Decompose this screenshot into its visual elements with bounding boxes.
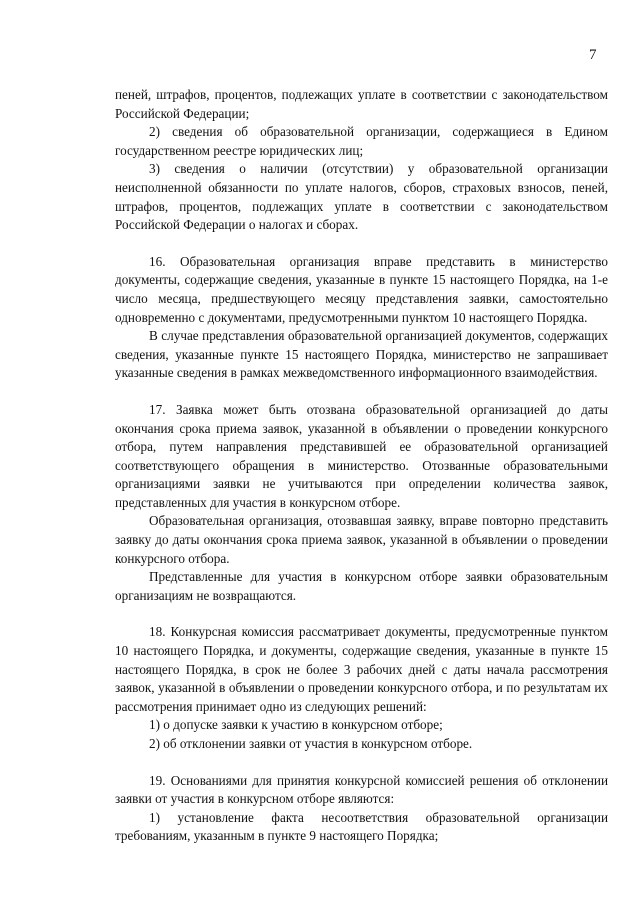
document-body bbox=[115, 86, 608, 846]
page-number: 7 bbox=[589, 47, 597, 63]
paragraph: 2) сведения об образовательной организации, содержащиеся в Едином государственном реестре юридических лиц; bbox=[115, 124, 608, 158]
paragraph: 17. Заявка может быть отозвана образовательной организацией до даты окончания срока приема заявок, указанной в объявлении о проведении конкурсного отбора, путем направления представившей ее образовательной организацией соответствующего обращения в министерство. Отозванные образовательными организациями заявки не учитываются при определении количества заявок, представленных для участия в конкурсном отборе. bbox=[115, 401, 608, 510]
paragraph: 1) установление факта несоответствия образовательной организации требованиям, указанным в пункте 9 настоящего Порядка; bbox=[115, 809, 608, 844]
paragraph: Представленные для участия в конкурсном отборе заявки образовательным организациям не возвращаются. bbox=[115, 569, 608, 603]
paragraph: Образовательная организация, отозвавшая заявку, вправе повторно представить заявку до даты окончания срока приема заявок, указанной в объявлении о проведении конкурсного отбора. bbox=[115, 513, 608, 566]
paragraph: 2) об отклонении заявки от участия в конкурсном отборе. bbox=[149, 736, 473, 751]
paragraph: 1) о допуске заявки к участию в конкурсном отборе; bbox=[149, 717, 443, 733]
paragraph: 18. Конкурсная комиссия рассматривает документы, предусмотренные пунктом 10 настоящего Порядка, и документы, содержащие сведения, указанные в пункте 15 настоящего Порядка, в срок не более 3 рабочих дней с даты начала рассмотрения заявок, указанной в объявлении о проведении конкурсного отбора, и по результатам их рассмотрения принимает одно из следующих решений: bbox=[115, 624, 608, 714]
paragraph: В случае представления образовательной организацией документов, содержащих сведения, указанные пункте 15 настоящего Порядка, министерство не запрашивает указанные сведения в рамках межведомственного информационного взаимодействия. bbox=[115, 328, 608, 381]
paragraph: 19. Основаниями для принятия конкурсной комиссией решения об отклонении заявки от участия в конкурсном отборе являются: bbox=[115, 772, 608, 807]
paragraph: пеней, штрафов, процентов, подлежащих уплате в соответствии с законодательством Российской Федерации; bbox=[115, 87, 608, 121]
paragraph: 16. Образовательная организация вправе представить в министерство документы, содержащие сведения, указанные в пункте 15 настоящего Порядка, на 1-е число месяца, предшествующего месяцу представления заявки, самостоятельно одновременно с документами, предусмотренными пунктом 10 настоящего Порядка. bbox=[115, 253, 608, 325]
paragraph: 3) сведения о наличии (отсутствии) у образовательной организации неисполненной обязанности по уплате налогов, сборов, страховых взносов, пеней, штрафов, процентов, подлежащих уплате в соответствии с законодательством Российской Федерации о налогах и сборах. bbox=[115, 161, 608, 233]
